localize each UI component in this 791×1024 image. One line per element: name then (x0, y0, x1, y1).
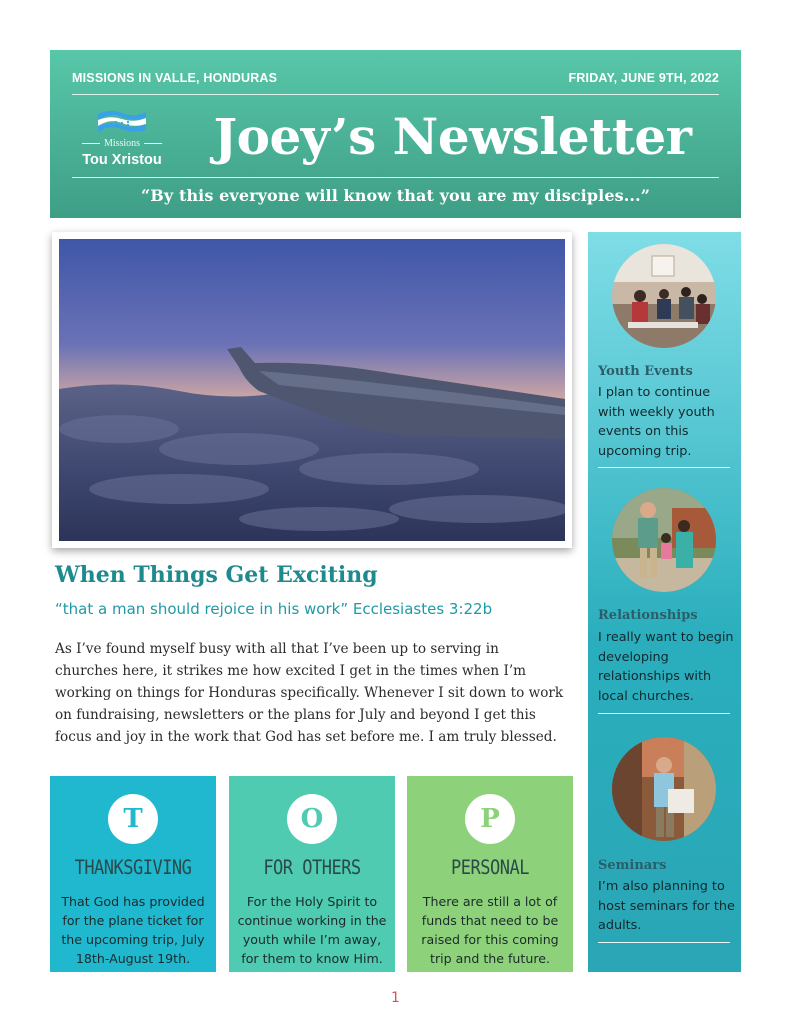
seminars-text: I’m also planning to host seminars for the adults. (598, 879, 735, 933)
newsletter-title: Joey’s Newsletter (213, 107, 692, 166)
letter-t-badge: T (108, 794, 158, 844)
for-others-heading: FOR OTHERS (263, 856, 361, 880)
youth-events-photo (612, 244, 716, 348)
mission-logo (72, 108, 172, 170)
relationships-text: I really want to begin developing relationships with local churches. (598, 630, 734, 704)
page-number: 1 (391, 990, 400, 1006)
header-quote: “By this everyone will know that you are my disciples...” (140, 186, 651, 205)
personal-text: There are still a lot of funds that need to be raised for this coming trip and the future. (421, 894, 559, 966)
header-rule-bottom (72, 177, 719, 178)
logo-missions-label: Missions (72, 138, 172, 149)
sidebar-divider (598, 467, 730, 468)
letter-p-badge: P (465, 794, 515, 844)
article-verse: “that a man should rejoice in his work” Ecclesiastes 3:22b (55, 600, 493, 618)
personal-box (407, 776, 573, 972)
thanksgiving-heading: THANKSGIVING (74, 856, 192, 880)
sidebar (588, 232, 741, 972)
thanksgiving-text: That God has provided for the plane ticket for the upcoming trip, July 18th-August 19th. (61, 894, 205, 966)
relationships-photo (612, 488, 716, 592)
header-location: MISSIONS IN VALLE, HONDURAS (72, 71, 278, 85)
newsletter-header (50, 50, 741, 218)
seminars-photo (612, 737, 716, 841)
youth-events-text: I plan to continue with weekly youth events on this upcoming trip. (598, 385, 715, 459)
thanksgiving-box (50, 776, 216, 972)
for-others-box (229, 776, 395, 972)
article-title: When Things Get Exciting (55, 562, 378, 588)
logo-brand-name: Tou Xristou (82, 152, 162, 168)
header-rule-top (72, 94, 719, 95)
for-others-text: For the Holy Spirit to continue working in the youth while I’m away, for them to know Him. (237, 894, 387, 966)
personal-heading: PERSONAL (451, 856, 529, 880)
header-date: FRIDAY, JUNE 9TH, 2022 (568, 71, 719, 85)
family-image (612, 488, 716, 592)
header-topline (72, 68, 719, 88)
airplane-wing-photo (52, 232, 572, 548)
article-body: As I’ve found myself busy with all that I’ve been up to serving in churches here, it strikes me how excited I get in the times when I’m working on things for Honduras specifically. Whenever I sit down to work on fundraising, newsletters or the plans for July and beyond I get this focus and joy in the work that God has set before me. I am truly blessed. (55, 641, 564, 745)
sidebar-divider (598, 713, 730, 714)
youth-group-image (612, 244, 716, 348)
sunset-clouds-image (59, 239, 565, 541)
honduras-flag-icon (96, 108, 148, 134)
seminars-title: Seminars (598, 858, 667, 873)
sidebar-divider (598, 942, 730, 943)
letter-o-badge: O (287, 794, 337, 844)
youth-events-title: Youth Events (598, 364, 693, 379)
relationships-title: Relationships (598, 608, 698, 623)
speaker-image (612, 737, 716, 841)
